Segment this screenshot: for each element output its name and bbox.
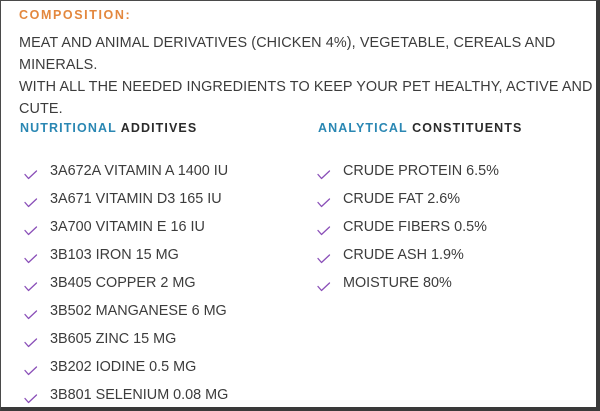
checkmark-icon: [24, 282, 38, 292]
list-item-text: 3A672A VITAMIN A 1400 IU: [50, 163, 229, 179]
list-item: [24, 213, 228, 241]
list-item: [317, 241, 499, 269]
list-item: [24, 325, 228, 353]
checkmark-icon: [24, 366, 38, 376]
list-item: [24, 185, 228, 213]
composition-text: [19, 32, 594, 120]
checkmark-icon: [24, 254, 38, 264]
analytical-heading-accent: ANALYTICAL: [318, 121, 408, 135]
list-item-text: 3B502 MANGANESE 6 MG: [50, 303, 227, 319]
nutritional-heading-rest: ADDITIVES: [120, 121, 198, 135]
list-item: [24, 269, 228, 297]
checkmark-icon: [317, 226, 331, 236]
list-item-text: 3A671 VITAMIN D3 165 IU: [50, 191, 222, 207]
list-item-text: CRUDE FIBERS 0.5%: [343, 219, 487, 235]
checkmark-icon: [24, 226, 38, 236]
list-item-text: CRUDE ASH 1.9%: [343, 247, 464, 263]
list-item-text: 3B103 IRON 15 MG: [50, 247, 179, 263]
checkmark-icon: [24, 338, 38, 348]
list-item: [24, 297, 228, 325]
checkmark-icon: [24, 170, 38, 180]
composition-heading: COMPOSITION:: [19, 8, 132, 22]
nutritional-additives-heading: [20, 121, 197, 135]
list-item: [24, 241, 228, 269]
list-item-text: 3B405 COPPER 2 MG: [50, 275, 196, 291]
list-item-text: 3B202 IODINE 0.5 MG: [50, 359, 197, 375]
list-item-text: MOISTURE 80%: [343, 275, 452, 291]
list-item-text: 3A700 VITAMIN E 16 IU: [50, 219, 205, 235]
analytical-constituents-heading: [318, 121, 523, 135]
list-item: [24, 157, 228, 185]
checkmark-icon: [24, 394, 38, 404]
checkmark-icon: [24, 198, 38, 208]
checkmark-icon: [317, 254, 331, 264]
nutritional-additives-list: [24, 157, 228, 409]
list-item: [317, 213, 499, 241]
list-item: [317, 185, 499, 213]
list-item-text: 3B801 SELENIUM 0.08 MG: [50, 387, 229, 403]
analytical-constituents-list: [317, 157, 499, 297]
list-item-text: 3B605 ZINC 15 MG: [50, 331, 177, 347]
nutritional-heading-accent: NUTRITIONAL: [20, 121, 117, 135]
list-item-text: CRUDE PROTEIN 6.5%: [343, 163, 499, 179]
checkmark-icon: [317, 198, 331, 208]
list-item: [24, 353, 228, 381]
composition-line-1: MEAT AND ANIMAL DERIVATIVES (CHICKEN 4%), VEGETABLE, CEREALS AND MINERALS.: [19, 35, 556, 73]
checkmark-icon: [24, 310, 38, 320]
list-item: [24, 381, 228, 409]
checkmark-icon: [317, 170, 331, 180]
list-item: [317, 269, 499, 297]
list-item: [317, 157, 499, 185]
list-item-text: CRUDE FAT 2.6%: [343, 191, 461, 207]
analytical-heading-rest: CONSTITUENTS: [412, 121, 523, 135]
checkmark-icon: [317, 282, 331, 292]
composition-line-2: WITH ALL THE NEEDED INGREDIENTS TO KEEP YOUR PET HEALTHY, ACTIVE AND CUTE.: [19, 79, 593, 117]
